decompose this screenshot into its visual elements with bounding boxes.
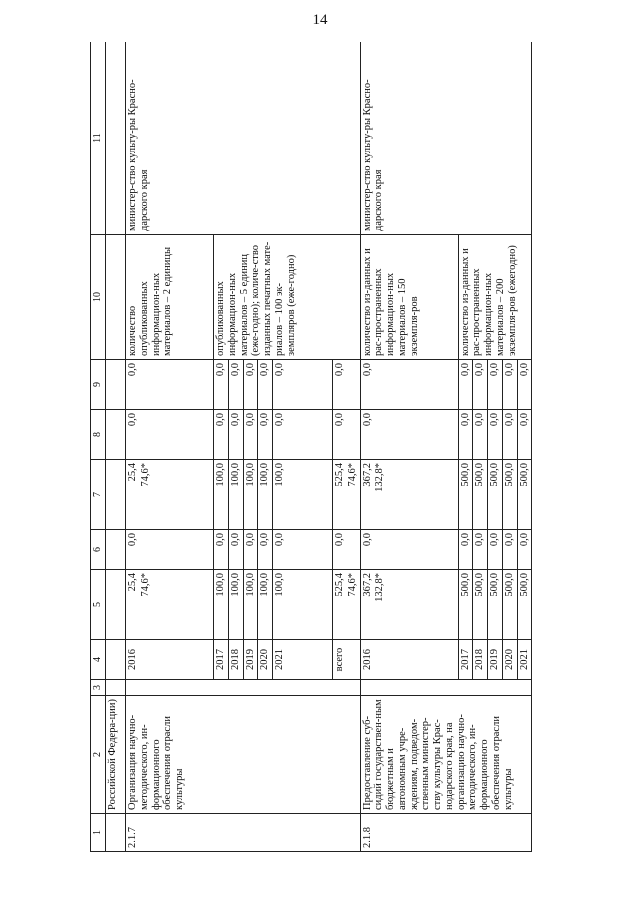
federal-cell: 0,0 [502, 530, 517, 570]
other-cell: 0,0 [517, 360, 532, 410]
executor-text: министер-ство культу-ры Красно-дарского края [126, 42, 361, 235]
other-cell: 0,0 [228, 360, 243, 410]
header-cell: 8 [91, 410, 106, 460]
local-cell: 0,0 [473, 410, 488, 460]
year-cell: 2018 [228, 640, 243, 680]
header-cell: 11 [91, 42, 106, 235]
federal-cell: 0,0 [126, 530, 214, 570]
header-cell: 1 [91, 814, 106, 852]
local-cell: 0,0 [502, 410, 517, 460]
other-cell: 0,0 [360, 360, 458, 410]
year-cell: 2021 [273, 640, 333, 680]
year-cell: 2019 [243, 640, 258, 680]
regional-cell: 367,2 132,8* [360, 460, 458, 530]
regional-cell: 100,0 [228, 460, 243, 530]
measure-name: Организация научно-методического, ин-формационного обеспечения отрасли культуры [126, 696, 361, 814]
year-cell: 2019 [488, 640, 503, 680]
other-cell: 0,0 [502, 360, 517, 410]
other-cell: 0,0 [214, 360, 229, 410]
result-text: количество из-данных и рас-пространенных информацион-ных материалов – 150 экземпля-ров [360, 235, 458, 360]
total-cell: 525,4 74,6* [333, 570, 361, 640]
header-row [91, 42, 106, 852]
table-row [360, 42, 458, 852]
total-cell: 500,0 [473, 570, 488, 640]
federal-cell: 0,0 [458, 530, 473, 570]
local-cell: 0,0 [273, 410, 333, 460]
result-text: опубликованных информацион-ных материалов – 5 единиц (еже-годно); количе-ство изданных печатных мате-риалов – 100 эк-земпляров (еже-годно) [214, 235, 361, 360]
local-cell: 0,0 [126, 410, 214, 460]
other-cell: 0,0 [126, 360, 214, 410]
local-cell: 0,0 [228, 410, 243, 460]
other-cell: 0,0 [458, 360, 473, 410]
local-cell: 0,0 [360, 410, 458, 460]
header-cell: 3 [91, 680, 106, 696]
year-cell: 2017 [458, 640, 473, 680]
header-cell: 10 [91, 235, 106, 360]
local-cell: 0,0 [258, 410, 273, 460]
measure-number: 2.1.8 [360, 814, 532, 852]
total-cell: 500,0 [488, 570, 503, 640]
year-cell: 2020 [502, 640, 517, 680]
measure-name: Предоставление суб-сидий государствен-ным бюджетным и автономным учре-ждениям, подведом-ственным министер-ству культуры Крас-нодарского края, на организацию научно-методического, ин-формационного обеспечения отрасли культуры [360, 696, 532, 814]
continuation-text: Российской Федера-ции) [106, 696, 126, 814]
year-cell: 2020 [258, 640, 273, 680]
page-number: 14 [312, 12, 328, 28]
continuation-row [106, 42, 126, 852]
total-cell: 367,2 132,8* [360, 570, 458, 640]
table-row [126, 42, 214, 852]
other-cell: 0,0 [243, 360, 258, 410]
rotated-table-container [90, 42, 550, 852]
regional-cell: 500,0 [458, 460, 473, 530]
regional-cell: 25,4 74,6* [126, 460, 214, 530]
federal-cell: 0,0 [228, 530, 243, 570]
regional-cell: 100,0 [243, 460, 258, 530]
total-cell: 100,0 [273, 570, 333, 640]
total-cell: 500,0 [502, 570, 517, 640]
header-cell: 4 [91, 640, 106, 680]
regional-cell: 500,0 [517, 460, 532, 530]
header-cell: 5 [91, 570, 106, 640]
regional-cell: 100,0 [258, 460, 273, 530]
regional-cell: 100,0 [273, 460, 333, 530]
year-cell: 2016 [360, 640, 458, 680]
total-cell: 25,4 74,6* [126, 570, 214, 640]
year-cell: 2018 [473, 640, 488, 680]
other-cell: 0,0 [258, 360, 273, 410]
regional-cell: 500,0 [488, 460, 503, 530]
local-cell: 0,0 [488, 410, 503, 460]
result-text: количество опубликованных информацион-ных материалов – 2 единицы [126, 235, 214, 360]
local-cell: 0,0 [243, 410, 258, 460]
federal-cell: 0,0 [360, 530, 458, 570]
federal-cell: 0,0 [517, 530, 532, 570]
measure-number: 2.1.7 [126, 814, 361, 852]
local-cell: 0,0 [214, 410, 229, 460]
other-cell: 0,0 [488, 360, 503, 410]
federal-cell: 0,0 [243, 530, 258, 570]
regional-cell: 525,4 74,6* [333, 460, 361, 530]
regional-cell: 500,0 [502, 460, 517, 530]
federal-cell: 0,0 [473, 530, 488, 570]
total-cell: 100,0 [228, 570, 243, 640]
year-cell: всего [333, 640, 361, 680]
header-cell: 7 [91, 460, 106, 530]
other-cell: 0,0 [273, 360, 333, 410]
executor-text: министер-ство культу-ры Красно-дарского края [360, 42, 532, 235]
federal-cell: 0,0 [273, 530, 333, 570]
program-measures-table [90, 42, 532, 852]
rotated-table-frame [90, 42, 550, 852]
federal-cell: 0,0 [214, 530, 229, 570]
total-cell: 100,0 [258, 570, 273, 640]
other-cell: 0,0 [473, 360, 488, 410]
header-cell: 6 [91, 530, 106, 570]
federal-cell: 0,0 [333, 530, 361, 570]
year-cell: 2016 [126, 640, 214, 680]
total-cell: 500,0 [517, 570, 532, 640]
regional-cell: 500,0 [473, 460, 488, 530]
regional-cell: 100,0 [214, 460, 229, 530]
total-cell: 100,0 [214, 570, 229, 640]
local-cell: 0,0 [333, 410, 361, 460]
federal-cell: 0,0 [258, 530, 273, 570]
local-cell: 0,0 [517, 410, 532, 460]
year-cell: 2021 [517, 640, 532, 680]
total-cell: 100,0 [243, 570, 258, 640]
year-cell: 2017 [214, 640, 229, 680]
header-cell: 9 [91, 360, 106, 410]
result-text: количество из-данных и рас-пространенных информацион-ных материалов – 200 экземпля-ров (ежегодно) [458, 235, 532, 360]
header-cell: 2 [91, 696, 106, 814]
federal-cell: 0,0 [488, 530, 503, 570]
other-cell: 0,0 [333, 360, 361, 410]
total-cell: 500,0 [458, 570, 473, 640]
local-cell: 0,0 [458, 410, 473, 460]
